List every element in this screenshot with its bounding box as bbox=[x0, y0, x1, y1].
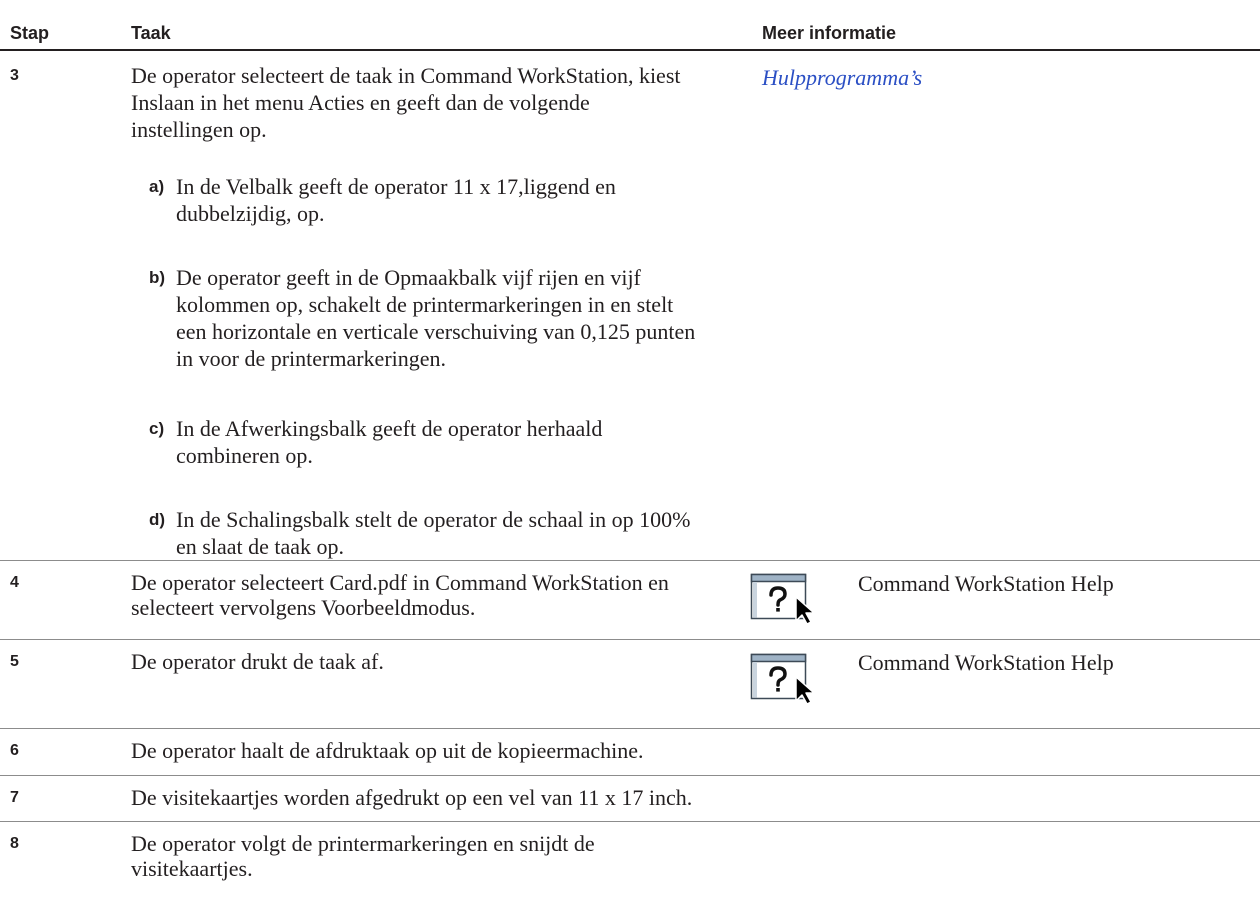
task-line: De visitekaartjes worden afgedrukt op een vel van 11 x 17 inch. bbox=[131, 785, 693, 810]
task-line: De operator selecteert Card.pdf in Command WorkStation en bbox=[131, 570, 669, 595]
help-icon bbox=[750, 573, 822, 625]
task-description bbox=[131, 62, 681, 143]
table-row-step-6 bbox=[0, 729, 1260, 776]
task-description bbox=[131, 738, 644, 763]
task-line: De operator selecteert de taak in Command WorkStation, kiest bbox=[131, 63, 681, 88]
table-header bbox=[0, 0, 1260, 51]
task-description bbox=[131, 570, 669, 620]
step-number: 8 bbox=[10, 835, 19, 852]
header-step: Stap bbox=[10, 23, 50, 43]
hulpprogrammas-link[interactable]: Hulpprogramma’s bbox=[762, 65, 923, 90]
task-description bbox=[131, 649, 384, 674]
substep-label: d) bbox=[149, 510, 166, 529]
task-line: selecteert vervolgens Voorbeeldmodus. bbox=[131, 595, 476, 620]
task-description bbox=[131, 785, 692, 810]
table-row-step-7 bbox=[0, 776, 1260, 822]
substep-text bbox=[176, 264, 695, 372]
table-row-step-8 bbox=[0, 822, 1260, 924]
task-line: De operator haalt de afdruktaak op uit de kopieermachine. bbox=[131, 738, 644, 763]
help-reference: Command WorkStation Help bbox=[858, 571, 1114, 596]
substep-label: b) bbox=[149, 268, 166, 287]
table-row-step-5 bbox=[0, 640, 1260, 729]
substep-text bbox=[176, 415, 602, 469]
substep-line: In de Afwerkingsbalk geeft de operator herhaald bbox=[176, 416, 603, 441]
help-window-graphic bbox=[750, 573, 822, 625]
step-number: 5 bbox=[10, 653, 19, 670]
help-reference: Command WorkStation Help bbox=[858, 650, 1114, 675]
task-line: Inslaan in het menu Acties en geeft dan de volgende bbox=[131, 90, 590, 115]
substep-label: c) bbox=[149, 419, 165, 438]
task-line: De operator volgt de printermarkeringen en snijdt de bbox=[131, 831, 595, 856]
substep-line: combineren op. bbox=[176, 443, 313, 468]
step-number: 4 bbox=[10, 574, 19, 591]
task-line: De operator drukt de taak af. bbox=[131, 649, 384, 674]
step-number: 3 bbox=[10, 67, 19, 84]
header-info: Meer informatie bbox=[762, 23, 897, 43]
table-row-step-4 bbox=[0, 561, 1260, 640]
header-task: Taak bbox=[131, 23, 171, 43]
help-window-graphic bbox=[750, 653, 822, 705]
help-icon bbox=[750, 653, 822, 705]
substep-text bbox=[176, 173, 616, 227]
task-line: visitekaartjes. bbox=[131, 856, 253, 881]
substep-line: en slaat de taak op. bbox=[176, 534, 344, 559]
substep-line: in voor de printermarkeringen. bbox=[176, 346, 447, 371]
substep-text bbox=[176, 506, 690, 560]
substep-line: dubbelzijdig, op. bbox=[176, 201, 325, 226]
substep-line: In de Velbalk geeft de operator 11 x 17,liggend en bbox=[176, 174, 616, 199]
step-number: 7 bbox=[10, 789, 19, 806]
table-row-step-3 bbox=[0, 51, 1260, 561]
substep-label: a) bbox=[149, 177, 165, 196]
task-line: instellingen op. bbox=[131, 117, 267, 142]
step-number: 6 bbox=[10, 742, 19, 759]
task-description bbox=[131, 831, 595, 881]
substep-line: De operator geeft in de Opmaakbalk vijf rijen en vijf bbox=[176, 265, 641, 290]
substep-line: In de Schalingsbalk stelt de operator de schaal in op 100% bbox=[176, 507, 691, 532]
substep-line: kolommen op, schakelt de printermarkeringen in en stelt bbox=[176, 292, 674, 317]
substep-line: een horizontale en verticale verschuiving van 0,125 punten bbox=[176, 319, 696, 344]
